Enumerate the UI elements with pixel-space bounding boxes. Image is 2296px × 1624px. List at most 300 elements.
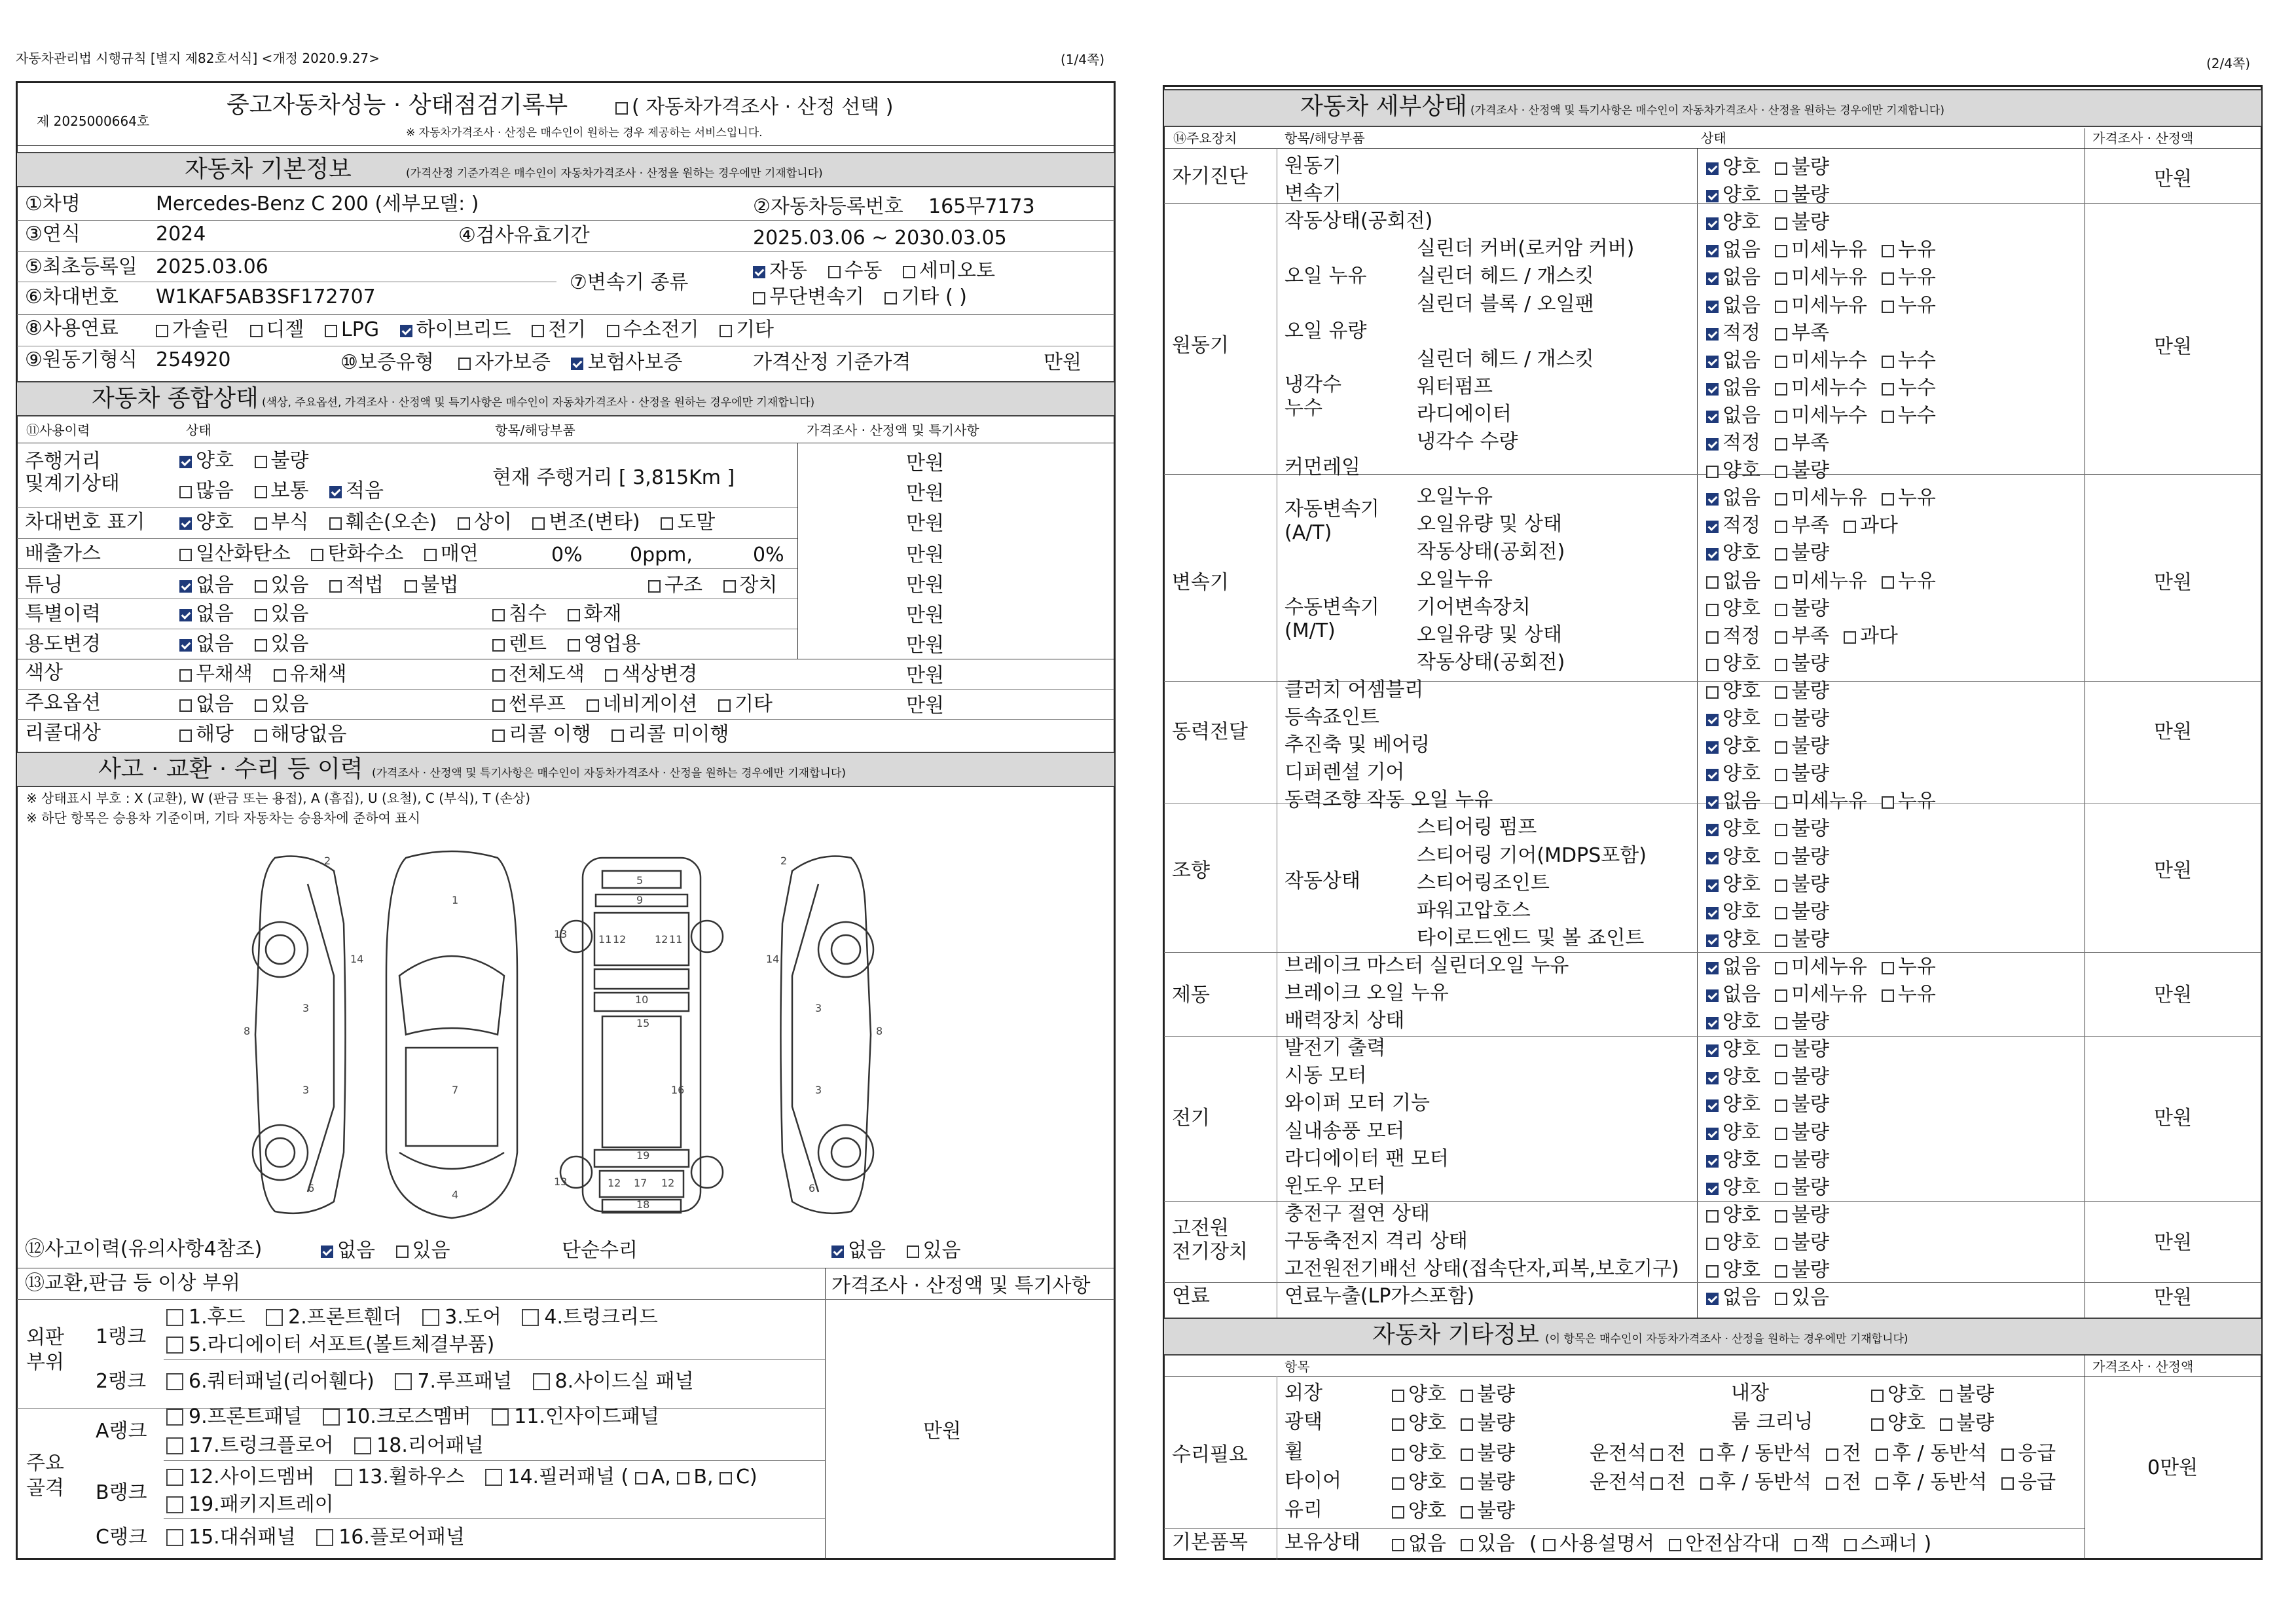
part-16-checkbox[interactable]: [316, 1529, 333, 1546]
other-tire-options: 양호 불량: [1392, 1471, 1529, 1494]
mileage-low-checkbox[interactable]: [329, 486, 342, 498]
tuning-structure-checkbox[interactable]: [648, 580, 661, 593]
part-6-checkbox[interactable]: [166, 1373, 183, 1390]
usage-rent-checkbox[interactable]: [492, 639, 505, 652]
state-checkbox[interactable]: [1882, 356, 1894, 368]
tire-passenger-rear-checkbox[interactable]: [1876, 1477, 1888, 1490]
state-checkbox[interactable]: [1706, 383, 1719, 396]
state-checkbox[interactable]: [1775, 1128, 1787, 1140]
holding-triangle-checkbox[interactable]: [1669, 1539, 1681, 1551]
tire-emergency-checkbox[interactable]: [2001, 1477, 2014, 1490]
state-checkbox[interactable]: [1706, 162, 1719, 175]
holding-none-checkbox[interactable]: [1392, 1539, 1404, 1551]
state-checkbox[interactable]: [1706, 1183, 1719, 1195]
state-checkbox[interactable]: [1775, 934, 1787, 947]
state-checkbox[interactable]: [1844, 521, 1856, 533]
state-checkbox[interactable]: [1706, 272, 1719, 285]
usage-none-checkbox[interactable]: [179, 639, 192, 652]
state-checkbox[interactable]: [1775, 741, 1787, 754]
state-option-label: 적정: [1722, 432, 1760, 454]
sub-oil-leak: 오일 누유: [1285, 265, 1367, 287]
first-reg-label: ⑤최초등록일: [25, 255, 137, 278]
wheel-passenger-front-checkbox[interactable]: [1826, 1449, 1838, 1461]
state-checkbox[interactable]: [1706, 190, 1719, 202]
detail-state-options: [1706, 459, 1844, 483]
state-checkbox[interactable]: [1775, 1210, 1787, 1223]
state-option-label: 양호: [1722, 817, 1760, 840]
state-checkbox[interactable]: [1775, 466, 1787, 478]
detail-title: 자동차 세부상태: [1300, 93, 1467, 120]
state-checkbox[interactable]: [1706, 769, 1719, 781]
part-18-checkbox[interactable]: [354, 1437, 371, 1454]
state-checkbox[interactable]: [1775, 989, 1787, 1002]
state-checkbox[interactable]: [1775, 1265, 1787, 1278]
wheel-driver-front-checkbox[interactable]: [1650, 1449, 1663, 1461]
state-checkbox[interactable]: [1706, 1044, 1719, 1057]
overall-title: 자동차 종합상태: [92, 385, 259, 412]
holding-jack-checkbox[interactable]: [1795, 1539, 1807, 1551]
option-navi-checkbox[interactable]: [587, 699, 599, 712]
state-checkbox[interactable]: [1775, 1099, 1787, 1112]
price-steer: 만원: [2154, 859, 2192, 882]
transmission-options-1: 자동 수동 세미오토: [753, 259, 1010, 283]
state-checkbox[interactable]: [1882, 989, 1894, 1002]
state-checkbox[interactable]: [1882, 796, 1894, 809]
fuel-hydrogen-checkbox[interactable]: [607, 325, 619, 337]
detail-item-label: 클러치 어셈블리: [1285, 678, 1424, 701]
state-checkbox[interactable]: [1775, 356, 1787, 368]
vin-mark-price: 만원: [906, 512, 944, 535]
option-options: 없음 있음: [179, 693, 323, 716]
state-checkbox[interactable]: [1706, 659, 1719, 671]
state-option-label: 누수: [1897, 404, 1936, 427]
state-checkbox[interactable]: [1882, 493, 1894, 506]
glass-good-checkbox[interactable]: [1392, 1506, 1404, 1519]
emission-smoke-checkbox[interactable]: [424, 549, 437, 561]
fuel-diesel-checkbox[interactable]: [250, 325, 263, 337]
mileage-many-checkbox[interactable]: [179, 486, 192, 498]
tuning-yes-checkbox[interactable]: [255, 580, 267, 593]
detail-item-label: 발전기 출력: [1285, 1037, 1386, 1060]
state-checkbox[interactable]: [1706, 714, 1719, 726]
part-4-checkbox[interactable]: [522, 1309, 539, 1326]
state-option-label: 불량: [1791, 817, 1829, 840]
part-9-checkbox[interactable]: [166, 1409, 183, 1426]
state-option-label: 미세누유: [1791, 238, 1867, 261]
state-checkbox[interactable]: [1775, 190, 1787, 202]
state-checkbox[interactable]: [1775, 1072, 1787, 1084]
sub-coolant: 냉각수 누수: [1285, 373, 1341, 420]
accident-yes-checkbox[interactable]: [396, 1246, 409, 1258]
warranty-insurance-checkbox[interactable]: [571, 358, 583, 370]
holding-manual-checkbox[interactable]: [1543, 1539, 1556, 1551]
state-checkbox[interactable]: [1706, 1128, 1719, 1140]
tire-position-options: 운전석 전 후 / 동반석 전 후 / 동반석 응급: [1590, 1471, 2056, 1494]
glass-bad-checkbox[interactable]: [1461, 1506, 1473, 1519]
state-checkbox[interactable]: [1706, 1155, 1719, 1168]
sub-oil-level: 오일 유량: [1285, 320, 1367, 342]
state-option-label: 양호: [1722, 183, 1760, 206]
diagram-num-5: 5: [636, 874, 644, 887]
emission-value-smoke: 0%: [753, 544, 784, 566]
state-checkbox[interactable]: [1775, 852, 1787, 864]
current-mileage: 현재 주행거리 [ 3,815Km ]: [492, 466, 735, 489]
state-checkbox[interactable]: [1706, 356, 1719, 368]
detail-subitem-label: 타이로드엔드 및 볼 죠인트: [1417, 927, 1645, 950]
state-option-label: 불량: [1791, 1204, 1829, 1227]
holding-yes-checkbox[interactable]: [1461, 1539, 1473, 1551]
mileage-bad-checkbox[interactable]: [255, 456, 267, 468]
state-checkbox[interactable]: [1706, 548, 1719, 561]
state-checkbox[interactable]: [1775, 659, 1787, 671]
recall-done-checkbox[interactable]: [492, 729, 505, 742]
wheel-emergency-checkbox[interactable]: [2001, 1449, 2014, 1461]
vinmark-smear-checkbox[interactable]: [661, 517, 673, 530]
diagram-num-8r: 8: [876, 1025, 883, 1037]
emission-options: 일산화탄소 탄화수소 매연: [179, 542, 493, 566]
state-checkbox[interactable]: [1882, 962, 1894, 974]
state-checkbox[interactable]: [1775, 879, 1787, 892]
tuning-illegal-checkbox[interactable]: [405, 580, 417, 593]
state-checkbox[interactable]: [1882, 411, 1894, 423]
pillar-b-checkbox[interactable]: [677, 1472, 689, 1485]
rank2-label: 2랭크: [96, 1370, 147, 1393]
state-checkbox[interactable]: [1775, 245, 1787, 257]
fuel-other-checkbox[interactable]: [720, 325, 732, 337]
state-checkbox[interactable]: [1775, 962, 1787, 974]
vinmark-altered-checkbox[interactable]: [532, 517, 545, 530]
diagram-num-11a: 11: [598, 933, 612, 946]
exterior-good-checkbox[interactable]: [1392, 1390, 1404, 1402]
tuning-legal-checkbox[interactable]: [329, 580, 342, 593]
detail-subitem-label: 스티어링조인트: [1417, 872, 1550, 895]
state-option-label: 누유: [1897, 955, 1936, 978]
detail-state-options: [1706, 322, 1844, 345]
part-1-checkbox[interactable]: [166, 1309, 183, 1326]
interior-good-checkbox[interactable]: [1871, 1390, 1884, 1402]
diagram-num-15: 15: [636, 1017, 650, 1029]
state-checkbox[interactable]: [1775, 217, 1787, 230]
state-option-label: 없음: [1722, 238, 1760, 261]
accident-none-checkbox[interactable]: [321, 1246, 333, 1258]
option-other-checkbox[interactable]: [718, 699, 731, 712]
option-sunroof-checkbox[interactable]: [492, 699, 505, 712]
state-checkbox[interactable]: [1775, 301, 1787, 313]
state-checkbox[interactable]: [1775, 521, 1787, 533]
car-diagram: [236, 845, 897, 1225]
vinmark-damage-checkbox[interactable]: [329, 517, 342, 530]
state-checkbox[interactable]: [1775, 686, 1787, 699]
part-11-checkbox[interactable]: [492, 1409, 509, 1426]
vin-mark-options: 양호 부식 훼손(오손) 상이 변조(변타) 도말: [179, 511, 729, 534]
state-checkbox[interactable]: [1706, 1072, 1719, 1084]
basic-info-title: 자동차 기본정보: [185, 156, 352, 183]
trans-auto-checkbox[interactable]: [753, 266, 765, 278]
state-checkbox[interactable]: [1706, 438, 1719, 451]
fuel-lpg-checkbox[interactable]: [325, 325, 337, 337]
recall-none-checkbox[interactable]: [255, 729, 267, 742]
detail-state-options: [1706, 514, 1912, 538]
mileage-good-checkbox[interactable]: [179, 456, 192, 468]
state-option-label: 양호: [1722, 1093, 1760, 1116]
part-15-checkbox[interactable]: [166, 1529, 183, 1546]
option-yes-checkbox[interactable]: [255, 699, 267, 712]
state-option-label: 과다: [1859, 625, 1898, 648]
state-option-label: 없음: [1722, 487, 1760, 509]
warranty-options: 자가보증 보험사보증: [458, 351, 697, 375]
state-checkbox[interactable]: [1882, 272, 1894, 285]
state-checkbox[interactable]: [1775, 769, 1787, 781]
tuning-none-checkbox[interactable]: [179, 580, 192, 593]
state-option-label: 불량: [1791, 707, 1829, 730]
state-checkbox[interactable]: [1706, 521, 1719, 533]
state-option-label: 미세누수: [1791, 377, 1867, 399]
state-checkbox[interactable]: [1775, 548, 1787, 561]
state-checkbox[interactable]: [1775, 493, 1787, 506]
option-none-checkbox[interactable]: [179, 699, 192, 712]
state-checkbox[interactable]: [1882, 383, 1894, 396]
part-12-checkbox[interactable]: [166, 1469, 183, 1486]
parts-price-header: 가격조사 · 산정액 및 특기사항: [831, 1274, 1091, 1297]
state-option-label: 없음: [1722, 570, 1760, 593]
fuel-electric-checkbox[interactable]: [532, 325, 544, 337]
tire-good-checkbox[interactable]: [1392, 1477, 1404, 1490]
part-19-checkbox[interactable]: [166, 1496, 183, 1513]
vinmark-corrosion-checkbox[interactable]: [255, 517, 267, 530]
room-good-checkbox[interactable]: [1871, 1418, 1884, 1431]
part-3-checkbox[interactable]: [422, 1309, 439, 1326]
state-checkbox[interactable]: [1706, 1238, 1719, 1250]
tire-driver-front-checkbox[interactable]: [1650, 1477, 1663, 1490]
state-option-label: 부족: [1791, 625, 1829, 648]
detail-item-label: 고전원전기배선 상태(접속단자,피복,보호기구): [1285, 1257, 1679, 1280]
simple-repair-label: 단순수리: [562, 1239, 638, 1262]
part-13-checkbox[interactable]: [335, 1469, 352, 1486]
wheel-bad-checkbox[interactable]: [1461, 1449, 1473, 1461]
special-yes-checkbox[interactable]: [255, 609, 267, 621]
usage-business-checkbox[interactable]: [568, 639, 580, 652]
wheel-good-checkbox[interactable]: [1392, 1449, 1404, 1461]
state-checkbox[interactable]: [1706, 879, 1719, 892]
vinmark-diff-checkbox[interactable]: [458, 517, 470, 530]
option-price: 만원: [906, 694, 944, 717]
other-holding-options: 없음 있음 ( 사용설명서 안전삼각대 잭 스패너 ): [1392, 1532, 1931, 1556]
vin-mark-label: 차대번호 표기: [25, 511, 145, 534]
state-checkbox[interactable]: [1775, 272, 1787, 285]
emission-value-co: 0%: [551, 544, 583, 566]
state-checkbox[interactable]: [1775, 1238, 1787, 1250]
mileage-price-2: 만원: [906, 482, 944, 505]
pillar-c-checkbox[interactable]: [720, 1472, 732, 1485]
state-option-label: 불량: [1791, 928, 1829, 951]
state-checkbox[interactable]: [1775, 383, 1787, 396]
state-checkbox[interactable]: [1775, 907, 1787, 919]
other-interior-options: 양호 불량: [1871, 1383, 2009, 1407]
state-checkbox[interactable]: [1706, 1210, 1719, 1223]
state-option-label: 불량: [1791, 652, 1829, 675]
detail-subitem-label: 오일유량 및 상태: [1417, 623, 1562, 646]
diagram-num-12b: 12: [655, 933, 668, 946]
state-checkbox[interactable]: [1706, 411, 1719, 423]
state-checkbox[interactable]: [1775, 1044, 1787, 1057]
accident-title: 사고 · 교환 · 수리 등 이력: [98, 756, 363, 783]
engine-type-value: 254920: [156, 348, 231, 371]
recall-notdone-checkbox[interactable]: [611, 729, 624, 742]
state-checkbox[interactable]: [1706, 493, 1719, 506]
vinmark-good-checkbox[interactable]: [179, 517, 192, 530]
pillar-a-checkbox[interactable]: [635, 1472, 647, 1485]
special-fire-checkbox[interactable]: [568, 609, 580, 621]
state-checkbox[interactable]: [1882, 245, 1894, 257]
vin-value: W1KAF5AB3SF172707: [156, 286, 376, 308]
state-checkbox[interactable]: [1706, 466, 1719, 478]
price-check-checkbox[interactable]: [615, 102, 628, 115]
simple-yes-checkbox[interactable]: [907, 1246, 919, 1258]
state-checkbox[interactable]: [1775, 714, 1787, 726]
state-checkbox[interactable]: [1706, 301, 1719, 313]
state-checkbox[interactable]: [1775, 162, 1787, 175]
trans-cvt-checkbox[interactable]: [753, 292, 765, 304]
warranty-self-checkbox[interactable]: [458, 358, 471, 370]
tire-passenger-front-checkbox[interactable]: [1826, 1477, 1838, 1490]
simple-none-checkbox[interactable]: [831, 1246, 844, 1258]
exterior-bad-checkbox[interactable]: [1461, 1390, 1473, 1402]
state-checkbox[interactable]: [1775, 328, 1787, 341]
state-checkbox[interactable]: [1775, 604, 1787, 616]
sub-steering-op: 작동상태: [1285, 870, 1360, 893]
interior-bad-checkbox[interactable]: [1940, 1390, 1952, 1402]
detail-state-options: [1706, 294, 1950, 318]
emission-co-checkbox[interactable]: [179, 549, 192, 561]
state-checkbox[interactable]: [1775, 438, 1787, 451]
state-checkbox[interactable]: [1706, 989, 1719, 1002]
part-5-checkbox[interactable]: [166, 1337, 183, 1354]
part-2-checkbox[interactable]: [266, 1309, 283, 1326]
detail-subitem-label: 실린더 헤드 / 개스킷: [1417, 348, 1594, 371]
reg-number-value: 165무7173: [928, 195, 1035, 218]
parts-price: 만원: [923, 1420, 961, 1443]
wheel-passenger-rear-checkbox[interactable]: [1876, 1449, 1888, 1461]
other-interior-label: 내장: [1731, 1382, 1769, 1405]
state-option-label: 양호: [1722, 597, 1760, 620]
fuel-gasoline-checkbox[interactable]: [156, 325, 168, 337]
mileage-normal-checkbox[interactable]: [255, 486, 267, 498]
part-7-checkbox[interactable]: [395, 1373, 412, 1390]
state-checkbox[interactable]: [1706, 907, 1719, 919]
state-checkbox[interactable]: [1706, 741, 1719, 754]
tuning-device-checkbox[interactable]: [723, 580, 736, 593]
special-none-checkbox[interactable]: [179, 609, 192, 621]
state-checkbox[interactable]: [1706, 1017, 1719, 1029]
color-chromatic-checkbox[interactable]: [274, 669, 286, 682]
tire-bad-checkbox[interactable]: [1461, 1477, 1473, 1490]
state-checkbox[interactable]: [1706, 824, 1719, 836]
state-checkbox[interactable]: [1775, 1183, 1787, 1195]
state-checkbox[interactable]: [1706, 962, 1719, 974]
diagram-num-6r: 6: [809, 1182, 816, 1194]
part-17-checkbox[interactable]: [166, 1437, 183, 1454]
diagram-num-6: 6: [308, 1182, 315, 1194]
state-checkbox[interactable]: [1844, 631, 1856, 644]
diagram-num-16: 16: [671, 1084, 685, 1096]
color-options-2: 전체도색 색상변경: [492, 663, 712, 686]
trans-manual-checkbox[interactable]: [828, 266, 841, 278]
tire-driver-rear-checkbox[interactable]: [1700, 1477, 1713, 1490]
state-checkbox[interactable]: [1706, 631, 1719, 644]
room-bad-checkbox[interactable]: [1940, 1418, 1952, 1431]
state-checkbox[interactable]: [1706, 1265, 1719, 1278]
holding-spanner-checkbox[interactable]: [1844, 1539, 1857, 1551]
state-checkbox[interactable]: [1706, 934, 1719, 947]
state-checkbox[interactable]: [1882, 576, 1894, 589]
usage-yes-checkbox[interactable]: [255, 639, 267, 652]
detail-state-options: [1706, 432, 1844, 455]
emission-hc-checkbox[interactable]: [311, 549, 323, 561]
state-checkbox[interactable]: [1775, 796, 1787, 809]
diagram-num-9: 9: [636, 894, 644, 906]
color-full-paint-checkbox[interactable]: [492, 669, 505, 682]
detail-state-options: [1706, 680, 1844, 703]
state-checkbox[interactable]: [1882, 301, 1894, 313]
detail-state-options: [1706, 542, 1844, 565]
state-option-label: 양호: [1722, 1204, 1760, 1227]
special-flood-checkbox[interactable]: [492, 609, 505, 621]
gloss-bad-checkbox[interactable]: [1461, 1418, 1473, 1431]
state-checkbox[interactable]: [1775, 576, 1787, 589]
wheel-driver-rear-checkbox[interactable]: [1700, 1449, 1713, 1461]
state-checkbox[interactable]: [1775, 824, 1787, 836]
state-checkbox[interactable]: [1706, 1293, 1719, 1305]
state-checkbox[interactable]: [1706, 245, 1719, 257]
part-10-checkbox[interactable]: [323, 1409, 340, 1426]
state-option-label: 양호: [1722, 1065, 1760, 1088]
state-checkbox[interactable]: [1775, 1293, 1787, 1305]
state-checkbox[interactable]: [1706, 217, 1719, 230]
state-checkbox[interactable]: [1775, 411, 1787, 423]
recall-target-checkbox[interactable]: [179, 729, 192, 742]
detail-item-label: 디퍼렌셜 기어: [1285, 761, 1405, 784]
state-checkbox[interactable]: [1775, 1017, 1787, 1029]
diagram-num-3b: 3: [302, 1084, 310, 1096]
color-achromatic-checkbox[interactable]: [179, 669, 192, 682]
state-checkbox[interactable]: [1706, 576, 1719, 589]
detail-item-label: 동력조향 작동 오일 누유: [1285, 788, 1493, 811]
price-elec: 만원: [2154, 1107, 2192, 1130]
base-price-label: 가격산정 기준가격: [753, 351, 911, 374]
price-fuel: 만원: [2154, 1286, 2192, 1309]
emission-value-hc: 0ppm,: [630, 544, 693, 566]
color-change-checkbox[interactable]: [605, 669, 617, 682]
gloss-good-checkbox[interactable]: [1392, 1418, 1404, 1431]
state-checkbox[interactable]: [1706, 328, 1719, 341]
state-checkbox[interactable]: [1706, 686, 1719, 699]
fuel-hybrid-checkbox[interactable]: [400, 325, 412, 337]
trans-other-checkbox[interactable]: [884, 292, 897, 304]
trans-semiauto-checkbox[interactable]: [903, 266, 915, 278]
part-14-checkbox[interactable]: [485, 1469, 502, 1486]
detail-note: (가격조사 · 산정액 및 특기사항은 매수인이 자동차가격조사 · 산정을 원하는 경우에만 기재합니다): [1470, 104, 1944, 117]
state-checkbox[interactable]: [1775, 1155, 1787, 1168]
inspection-value: 2025.03.06 ~ 2030.03.05: [753, 227, 1007, 249]
price-power: 만원: [2154, 720, 2192, 743]
state-checkbox[interactable]: [1706, 1099, 1719, 1112]
state-checkbox[interactable]: [1775, 631, 1787, 644]
state-checkbox[interactable]: [1706, 852, 1719, 864]
part-8-checkbox[interactable]: [533, 1373, 550, 1390]
detail-item-label: 와이퍼 모터 기능: [1285, 1092, 1430, 1115]
state-checkbox[interactable]: [1706, 604, 1719, 616]
state-checkbox[interactable]: [1706, 796, 1719, 809]
